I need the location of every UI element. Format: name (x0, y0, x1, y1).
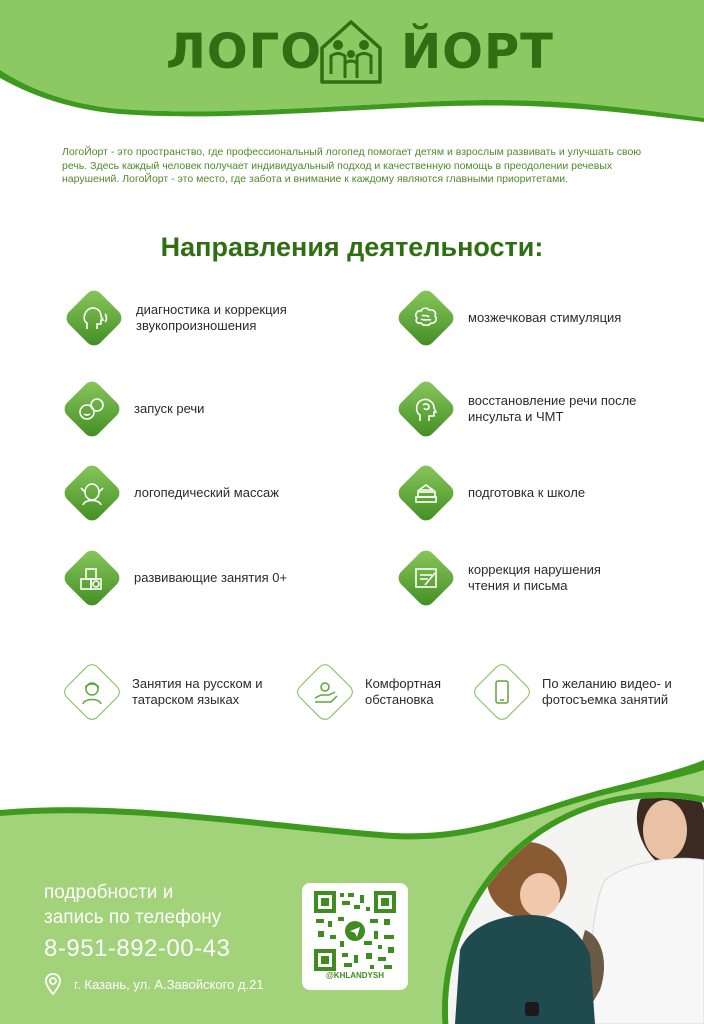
qr-handle: @KHLANDYSH (325, 971, 385, 980)
service-item (404, 471, 638, 515)
service-label: мозжечковая стимуляция (468, 310, 622, 325)
feature-item (303, 670, 475, 714)
service-label: подготовка к школе (468, 485, 586, 500)
brain-icon (404, 296, 448, 340)
feature-item (480, 670, 692, 714)
qr-code (314, 891, 396, 971)
toy-blocks-icon (70, 556, 114, 600)
family-house-icon (318, 18, 384, 86)
speaking-head-icon (72, 296, 116, 340)
service-label: логопедический массаж (134, 485, 279, 500)
feature-label: Комфортная обстановка (365, 676, 442, 707)
service-item (404, 387, 668, 431)
notebook-pen-icon (404, 556, 448, 600)
head-brain-icon (404, 387, 448, 431)
service-item (72, 296, 326, 340)
books-icon (404, 471, 448, 515)
service-label: восстановление речи после инсульта и ЧМТ (468, 393, 637, 424)
smartphone-icon (481, 671, 523, 713)
contact-line-1: подробности и (44, 882, 174, 903)
address-text: г. Казань, ул. А.Завойского д.21 (74, 976, 264, 992)
service-label: запуск речи (134, 401, 205, 416)
feature-label: По желанию видео- и фотосъемка занятий (542, 676, 672, 707)
talking-faces-icon (70, 387, 114, 431)
qr-card[interactable] (302, 883, 408, 990)
service-item (404, 296, 668, 340)
service-label: развивающие занятия 0+ (134, 570, 288, 585)
service-item (70, 387, 284, 431)
hand-care-icon (304, 671, 346, 713)
brand-logo (0, 18, 704, 88)
brand-word-right: ЙОРТ (401, 24, 554, 80)
lesson-photo (440, 788, 704, 1024)
feature-item (70, 670, 282, 714)
girl-icon (71, 671, 113, 713)
feature-label: Занятия на русском и татарском языках (132, 676, 263, 707)
intro-text: ЛогоЙорт - это пространство, где профессиональный логопед помогает детям и взрослым развивать и улучшать свою речь. Здесь каждый человек получает индивидуальный подход и качественную помощь в преодолении речевых нарушений. ЛогоЙорт - это место, где забота и внимание к каждому являются главными приоритетами. (62, 146, 642, 185)
face-massage-icon (70, 471, 114, 515)
contact-block (44, 880, 230, 964)
address (44, 972, 264, 996)
service-label: коррекция нарушения чтения и письма (468, 562, 601, 593)
service-item (70, 556, 324, 600)
brand-word-left: ЛОГО (166, 24, 323, 80)
section-heading: Направления деятельности: (160, 232, 544, 262)
service-item (70, 471, 304, 515)
service-label: диагностика и коррекция звукопроизношения (136, 302, 287, 333)
service-item (404, 556, 638, 600)
phone-number[interactable]: 8-951-892-00-43 (44, 935, 231, 962)
location-pin-icon (44, 972, 62, 996)
contact-line-2: запись по телефону (44, 907, 222, 928)
